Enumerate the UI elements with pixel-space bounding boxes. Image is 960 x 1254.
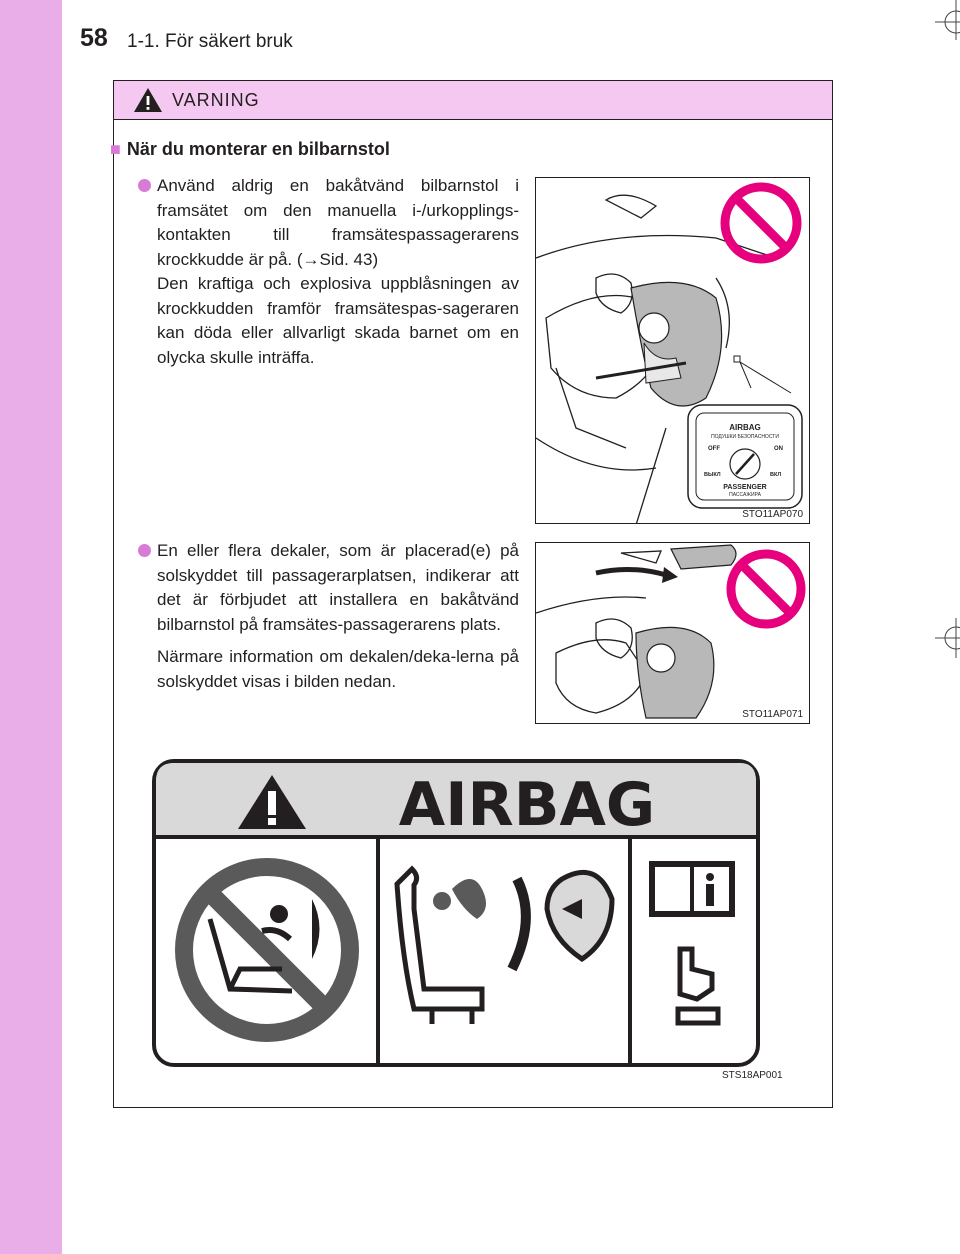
square-bullet-icon: ■ [110, 139, 121, 159]
figure-code-1: STO11AP070 [742, 509, 803, 520]
crop-mark-top [930, 0, 960, 40]
bullet-2-paragraph-1: En eller flera dekaler, som är placerad(e) på solskyddet till passagerarplatsen, indikerar att det är förbjudet att installera en bakåtvänd bilbarnstol på framsätes-passagerarens plats. [157, 541, 519, 634]
switch-title-text: AIRBAG [729, 423, 761, 432]
bullet-item-2 [139, 539, 519, 694]
page-number: 58 [80, 24, 108, 52]
switch-off-text: OFF [708, 446, 720, 452]
warning-box [110, 80, 833, 1108]
bullet-1-paragraph-1: Använd aldrig en bakåtvänd bilbarnstol i framsätet om den manuella i-/urkopplings-kontakten till framsätespassagerarens krockkudde är på. (→Sid. 43) [157, 176, 519, 269]
round-bullet-icon [138, 544, 151, 557]
section-title: När du monterar en bilbarnstol [126, 139, 390, 159]
warning-header [114, 81, 832, 120]
figure-code-3: STS18AP001 [722, 1070, 783, 1081]
sun-visor-illustration [536, 543, 810, 724]
warning-triangle-icon [132, 86, 164, 114]
chapter-title: 1-1. För säkert bruk [127, 31, 293, 52]
crop-mark-middle [930, 618, 960, 658]
chapter-sidebar [0, 0, 62, 1254]
pointing-arrow-icon [596, 569, 666, 575]
decal-title: AIRBAG [398, 770, 656, 840]
round-bullet-icon [138, 179, 151, 192]
bullet-2-paragraph-2: Närmare information om dekalen/deka-lerna på solskyddet visas i bilden nedan. [157, 647, 519, 691]
figure-code-2: STO11AP071 [742, 709, 803, 720]
sun-visor-shape [671, 545, 736, 569]
figure-sun-visor-decal [535, 542, 810, 724]
switch-on-ru-text: ВКЛ [770, 472, 782, 478]
switch-subtitle-text: ПОДУШКИ БЕЗОПАСНОСТИ [711, 434, 779, 440]
airbag-decal-illustration [152, 759, 762, 1069]
car-interior-illustration [536, 178, 810, 524]
switch-on-text: ON [774, 446, 783, 452]
bullet-1-paragraph-2: Den kraftiga och explosiva uppblåsningen av krockkudden framför framsätespas-sageraren kan döda eller allvarligt skada barnet om en olycka skulle inträffa. [157, 274, 519, 367]
figure-child-seat-airbag-switch [535, 177, 810, 524]
warning-label: VARNING [172, 90, 260, 110]
bullet-item-1 [139, 174, 519, 370]
switch-off-ru-text: ВЫКЛ [704, 472, 721, 478]
section-heading [110, 139, 390, 160]
switch-bottom-ru-text: ПАССАЖИРА [729, 492, 761, 498]
switch-bottom-text: PASSENGER [723, 484, 767, 491]
